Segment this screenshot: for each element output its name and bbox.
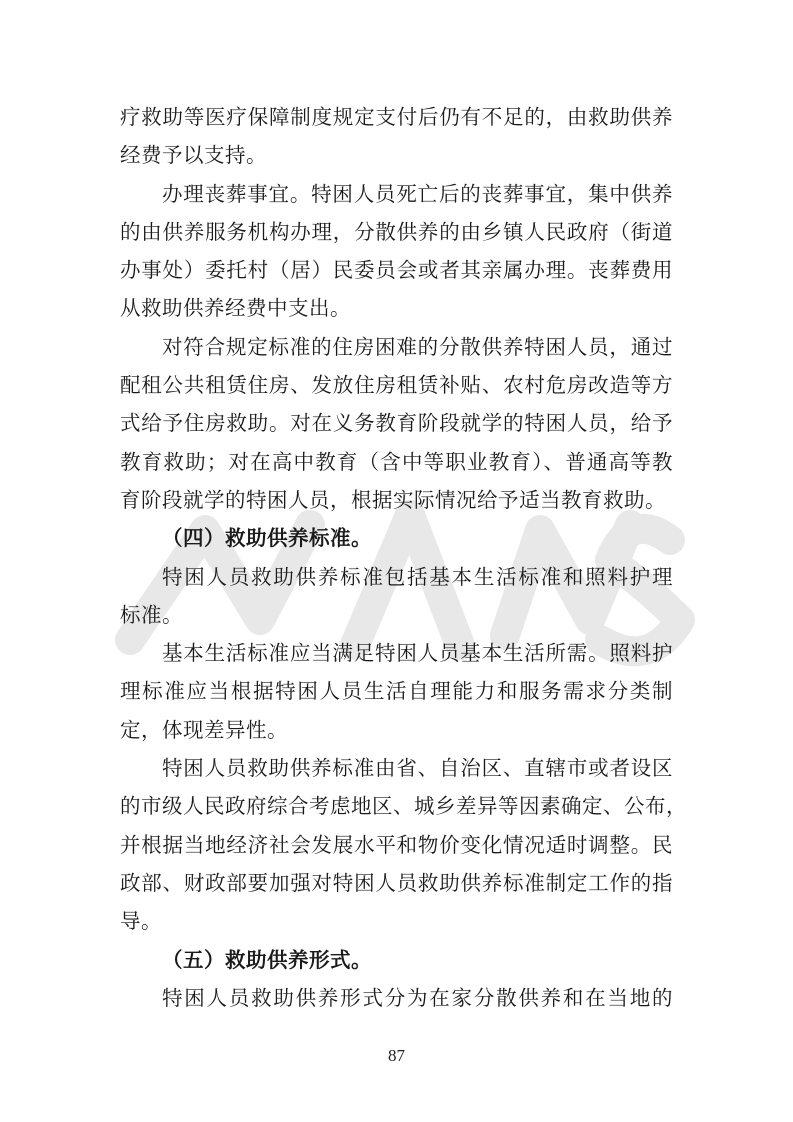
text-line: 从救助供养经费中支出。 bbox=[120, 296, 351, 321]
document-body bbox=[120, 98, 687, 1017]
text-line: 理标准应当根据特困人员生活自理能力和服务需求分类制 bbox=[120, 679, 673, 704]
text-line: 定，体现差异性。 bbox=[120, 717, 288, 742]
text-line: 疗救助等医疗保障制度规定支付后仍有不足的，由救助供养 bbox=[120, 105, 673, 129]
paragraph bbox=[120, 98, 673, 175]
text-line: 标准。 bbox=[120, 602, 183, 627]
text-line: 特困人员救助供养标准由省、自治区、直辖市或者设区 bbox=[162, 756, 673, 781]
paragraph bbox=[120, 175, 673, 328]
text-line: （四）救助供养标准。 bbox=[162, 526, 372, 551]
text-line: 政部、财政部要加强对特困人员救助供养标准制定工作的指 bbox=[120, 870, 673, 895]
text-line: 办事处）委托村（居）民委员会或者其亲属办理。丧葬费用 bbox=[120, 258, 673, 283]
paragraph bbox=[120, 749, 687, 940]
paragraph bbox=[120, 558, 673, 635]
paragraph bbox=[120, 328, 673, 519]
text-line: 的市级人民政府综合考虑地区、城乡差异等因素确定、公布， bbox=[120, 794, 687, 819]
text-line: 教育救助；对在高中教育（含中等职业教育）、普通高等教 bbox=[120, 449, 673, 474]
text-line: （五）救助供养形式。 bbox=[162, 947, 372, 972]
text-line: 的由供养服务机构办理，分散供养的由乡镇人民政府（街道 bbox=[120, 219, 673, 244]
text-line: 育阶段就学的特困人员，根据实际情况给予适当教育救助。 bbox=[120, 487, 666, 512]
text-line: 对符合规定标准的住房困难的分散供养特困人员，通过 bbox=[162, 334, 673, 359]
paragraph bbox=[120, 979, 673, 1017]
text-line: 导。 bbox=[120, 909, 162, 934]
paragraph bbox=[120, 634, 673, 749]
text-line: 并根据当地经济社会发展水平和物价变化情况适时调整。民 bbox=[120, 832, 673, 857]
page-number: 87 bbox=[388, 1046, 405, 1065]
text-line: 特困人员救助供养标准包括基本生活标准和照料护理 bbox=[162, 564, 673, 589]
section-heading bbox=[120, 941, 673, 979]
text-line: 式给予住房救助。对在义务教育阶段就学的特困人员，给予 bbox=[120, 411, 673, 436]
text-line: 特困人员救助供养形式分为在家分散供养和在当地的 bbox=[162, 985, 673, 1010]
text-line: 经费予以支持。 bbox=[120, 143, 267, 168]
text-line: 基本生活标准应当满足特困人员基本生活所需。照料护 bbox=[162, 641, 673, 666]
section-heading bbox=[120, 519, 673, 557]
text-line: 办理丧葬事宜。特困人员死亡后的丧葬事宜，集中供养 bbox=[162, 181, 673, 206]
text-line: 配租公共租赁住房、发放住房租赁补贴、农村危房改造等方 bbox=[120, 373, 673, 398]
